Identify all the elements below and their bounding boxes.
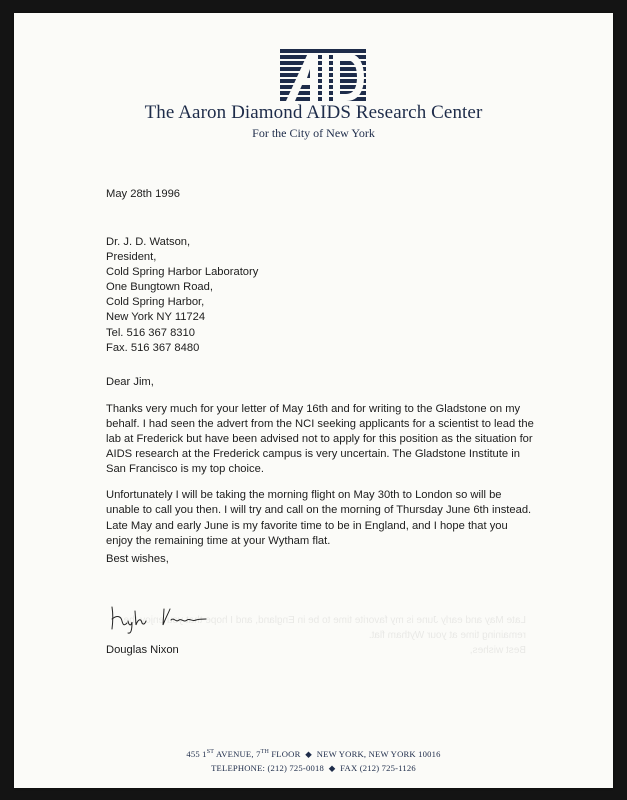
body-paragraph: Thanks very much for your letter of May 16th and for writing to the Gladstone on my behalf. I had seen the advert from the NCI seeking applicants for a scientist to lead the lab at Frederick but have been advised not to apply for this position as the situation for AIDS research at the Frederick campus is very uncertain. The Gladstone Institute in San Francisco is my top choice. bbox=[106, 403, 534, 475]
footer-address bbox=[14, 749, 613, 760]
recipient-line: Cold Spring Harbor, bbox=[106, 296, 205, 308]
signer-name: Douglas Nixon bbox=[106, 644, 179, 656]
fax-number: Fax. 516 367 8480 bbox=[106, 342, 200, 354]
letter-date: May 28th 1996 bbox=[106, 188, 181, 200]
recipient-line: New York NY 11724 bbox=[106, 311, 206, 323]
body-paragraph: Unfortunately I will be taking the morning flight on May 30th to London so will be unable to call you then. I will try and call on the morning of Thursday June 6th instead. bbox=[106, 489, 532, 516]
contact-numbers bbox=[106, 326, 199, 356]
footer-fax: FAX (212) 725-1126 bbox=[340, 763, 416, 773]
recipient-line: One Bungtown Road, bbox=[106, 281, 213, 293]
letter-page bbox=[14, 13, 613, 788]
footer-street: 455 1ST AVENUE, 7TH FLOOR bbox=[186, 749, 301, 759]
organization-name: The Aaron Diamond AIDS Research Center bbox=[144, 102, 483, 123]
telephone-number: Tel. 516 367 8310 bbox=[106, 327, 195, 339]
footer-telephone: TELEPHONE: (212) 725-0018 bbox=[211, 763, 324, 773]
diamond-separator-icon: ◆ bbox=[305, 749, 313, 759]
recipient-line: President, bbox=[106, 251, 157, 263]
footer-phone-fax bbox=[14, 763, 613, 774]
body-paragraph: Late May and early June is my favorite time to be in England, and I hope that you enjoy the remaining time at your Wytham flat. bbox=[106, 520, 508, 547]
recipient-line: Dr. J. D. Watson, bbox=[106, 236, 191, 248]
handwritten-signature bbox=[104, 599, 214, 635]
aaron-diamond-logo-icon bbox=[280, 49, 366, 101]
closing: Best wishes, bbox=[106, 553, 169, 565]
bleed-through-text: Late May and early June is my favorite time to be in England, and I hope that you enjoy the remaining time at your Wytham flat. Best wishes, bbox=[123, 615, 526, 656]
organization-subtitle: For the City of New York bbox=[252, 126, 375, 140]
footer-city: NEW YORK, NEW YORK 10016 bbox=[316, 749, 441, 759]
recipient-line: Cold Spring Harbor Laboratory bbox=[106, 266, 259, 278]
salutation: Dear Jim, bbox=[106, 376, 154, 388]
diamond-separator-icon: ◆ bbox=[328, 763, 336, 773]
recipient-address bbox=[106, 235, 258, 325]
